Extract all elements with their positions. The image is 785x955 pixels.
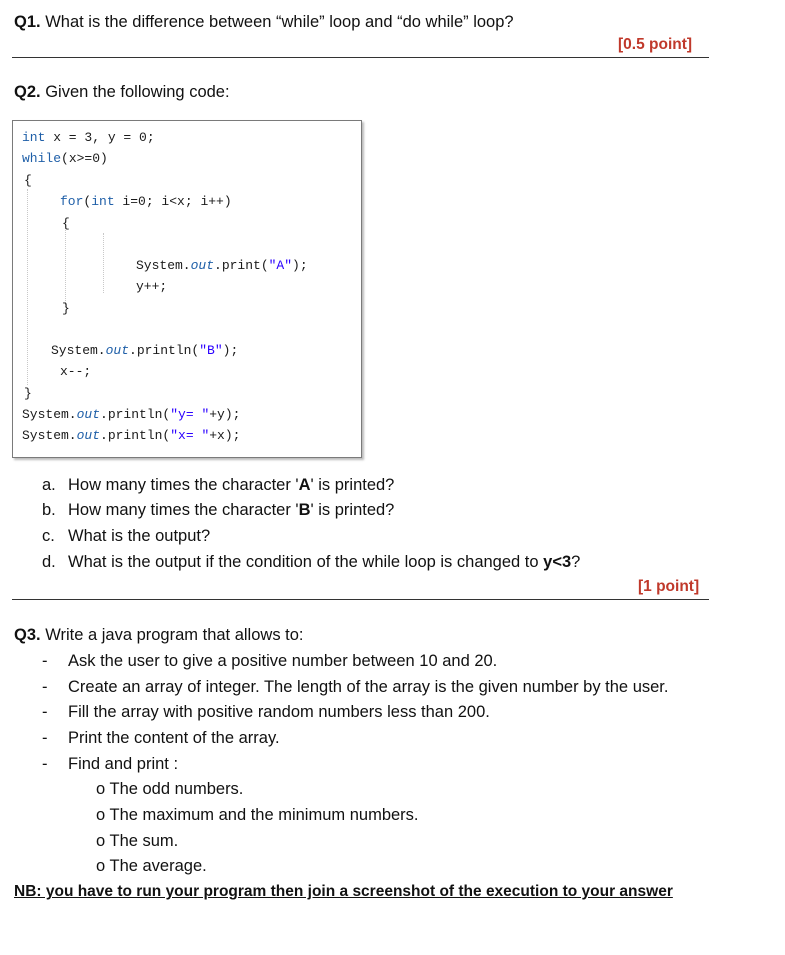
- q1-question: [14, 12, 514, 32]
- code-line: {: [24, 173, 32, 188]
- bullet-item: Find and print :: [68, 755, 179, 773]
- code-line: System.out.println("x= "+x);: [22, 428, 241, 443]
- bullet-item: Print the content of the array.: [68, 729, 280, 747]
- code-line: {: [62, 216, 70, 231]
- code-line: for(int i=0; i<x; i++): [60, 194, 232, 209]
- list-item: How many times the character 'A' is printed?: [68, 476, 395, 494]
- code-line: System.out.println("B");: [51, 343, 239, 358]
- code-line: while(x>=0): [22, 151, 108, 166]
- q1-label: Q1.: [14, 13, 41, 31]
- bullet-dash: -: [42, 652, 48, 670]
- q1-text: What is the difference between “while” loop and “do while” loop?: [40, 13, 514, 31]
- list-marker: b.: [42, 501, 56, 519]
- q3-label: Q3.: [14, 626, 41, 644]
- list-marker: d.: [42, 553, 56, 571]
- q1-points: [0.5 point]: [618, 36, 693, 53]
- code-line: System.out.print("A");: [136, 258, 308, 273]
- code-line: System.out.println("y= "+y);: [22, 407, 241, 422]
- sub-item: o The sum.: [96, 832, 179, 850]
- bullet-dash: -: [42, 729, 48, 747]
- circle-bullet-icon: o: [96, 832, 106, 850]
- circle-bullet-icon: o: [96, 857, 106, 875]
- bullet-item: Fill the array with positive random numbers less than 200.: [68, 703, 490, 721]
- q2-points: [1 point]: [638, 578, 700, 595]
- q3-text: Write a java program that allows to:: [40, 626, 304, 644]
- q2-label: Q2.: [14, 83, 41, 101]
- sub-item: o The maximum and the minimum numbers.: [96, 806, 419, 824]
- submission-note: NB: you have to run your program then join a screenshot of the execution to your answer: [14, 883, 673, 900]
- bullet-dash: -: [42, 755, 48, 773]
- divider-q2: [12, 599, 709, 600]
- indent-guide: [65, 221, 66, 307]
- circle-bullet-icon: o: [96, 806, 106, 824]
- q2-question: [14, 82, 230, 102]
- code-line: x--;: [60, 364, 92, 379]
- divider-q1: [12, 57, 709, 58]
- sub-item: o The odd numbers.: [96, 780, 244, 798]
- sub-item: o The average.: [96, 857, 207, 875]
- bullet-item: Ask the user to give a positive number between 10 and 20.: [68, 652, 498, 670]
- code-line: int x = 3, y = 0;: [22, 130, 155, 145]
- code-block: [12, 120, 362, 458]
- code-line: y++;: [136, 279, 168, 294]
- bullet-item: Create an array of integer. The length of the array is the given number by the user.: [68, 678, 669, 696]
- list-item: How many times the character 'B' is printed?: [68, 501, 395, 519]
- indent-guide: [27, 189, 28, 385]
- q3-question: [14, 625, 304, 645]
- list-marker: a.: [42, 476, 56, 494]
- bullet-dash: -: [42, 678, 48, 696]
- circle-bullet-icon: o: [96, 780, 106, 798]
- q2-text: Given the following code:: [40, 83, 230, 101]
- list-item: What is the output?: [68, 527, 211, 545]
- code-line: }: [24, 386, 32, 401]
- indent-guide: [103, 233, 104, 293]
- list-marker: c.: [42, 527, 55, 545]
- bullet-dash: -: [42, 703, 48, 721]
- list-item: What is the output if the condition of the while loop is changed to y<3?: [68, 553, 581, 571]
- code-line: }: [62, 301, 70, 316]
